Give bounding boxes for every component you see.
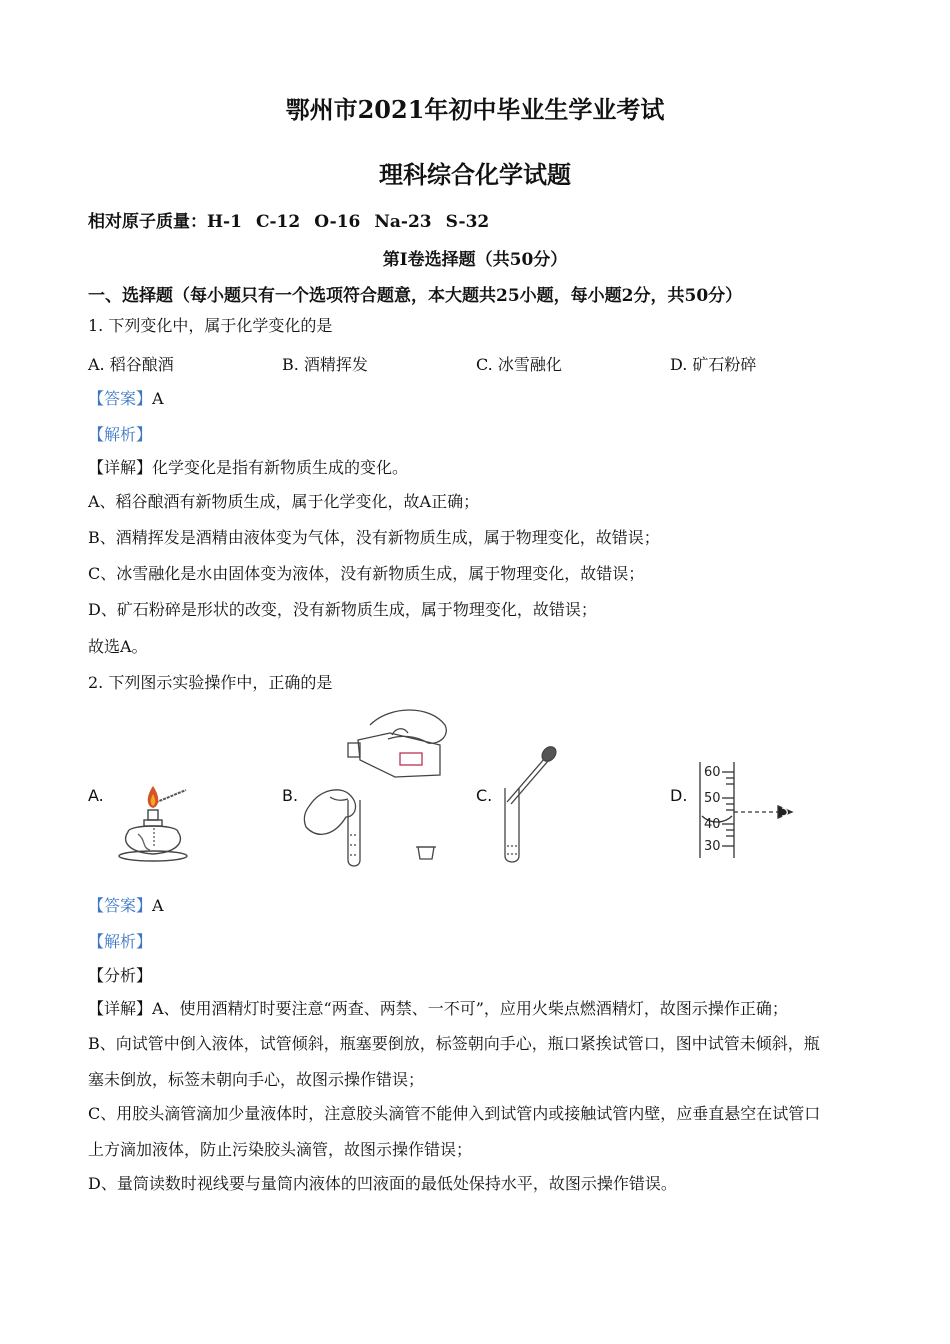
q2-option-a-label: A. <box>88 786 104 805</box>
q2-option-d-label: D. <box>670 786 688 805</box>
q2-line-b2: 塞未倒放，标签未朝向手心，故图示操作错误； <box>88 1070 425 1089</box>
q2-detail: 【详解】A、使用酒精灯时要注意“两查、两禁、一不可”，应用火柴点燃酒精灯，故图示操作正确； <box>88 999 788 1018</box>
q1-option-b: B. 酒精挥发 <box>282 355 368 374</box>
bottle-stopper-icon <box>416 847 436 859</box>
test-tube-icon <box>348 800 360 866</box>
cylinder-tick-40: 40 <box>704 817 721 832</box>
q1-option-c: C. 冰雪融化 <box>476 355 562 374</box>
cylinder-tick-30: 30 <box>704 839 721 854</box>
q1-line-a: A、稻谷酿酒有新物质生成，属于化学变化，故A正确； <box>88 492 480 511</box>
q1-line-b: B、酒精挥发是酒精由液体变为气体，没有新物质生成，属于物理变化，故错误； <box>88 528 660 547</box>
volume-title: 第Ⅰ卷选择题（共50分） <box>382 250 568 270</box>
q2-fenxi: 【分析】 <box>88 966 153 985</box>
q2-option-c-label: C. <box>476 786 493 805</box>
q2-answer-tag: 【答案】 <box>88 896 153 915</box>
reagent-bottle-icon <box>348 733 440 777</box>
q1-line-d: D、矿石粉碎是形状的改变，没有新物质生成，属于物理变化，故错误； <box>88 600 597 619</box>
q2-line-d: D、量筒读数时视线要与量筒内液体的凹液面的最低处保持水平，故图示操作错误。 <box>88 1174 677 1193</box>
q1-line-c: C、冰雪融化是水由固体变为液体，没有新物质生成，属于物理变化，故错误； <box>88 564 645 583</box>
q1-option-a: A. 稻谷酿酒 <box>88 355 174 374</box>
q1-stem: 1. 下列变化中，属于化学变化的是 <box>88 316 333 335</box>
atomic-mass-s: S-32 <box>445 212 490 232</box>
q1-analysis-tag: 【解析】 <box>88 425 153 444</box>
hand-holding-bottle-icon <box>370 710 446 743</box>
cylinder-tick-60: 60 <box>704 765 721 780</box>
alcohol-lamp-figure <box>108 782 193 867</box>
q1-option-d: D. 矿石粉碎 <box>670 355 757 374</box>
atomic-mass-label: 相对原子质量： <box>88 212 207 232</box>
q1-answer-value: A <box>152 389 164 408</box>
q1-conclusion: 故选A。 <box>88 637 148 656</box>
q2-option-b-label: B. <box>282 786 299 805</box>
dropper-icon <box>507 744 559 804</box>
atomic-mass-o: O-16 <box>314 212 361 232</box>
q2-answer <box>88 896 164 916</box>
q2-answer-value: A <box>152 896 164 915</box>
q2-line-b1: B、向试管中倒入液体，试管倾斜，瓶塞要倒放，标签朝向手心，瓶口紧挨试管口，图中试管未倾斜，瓶 <box>88 1034 820 1053</box>
dropper-figure <box>495 742 565 870</box>
test-tube-icon <box>505 788 519 862</box>
q2-line-c1: C、用胶头滴管滴加少量液体时，注意胶头滴管不能伸入到试管内或接触试管内壁，应垂直悬空在试管口 <box>88 1104 821 1123</box>
q1-detail: 【详解】化学变化是指有新物质生成的变化。 <box>88 458 409 477</box>
eye-icon <box>778 806 792 818</box>
atomic-mass-h: H-1 <box>207 212 242 232</box>
pouring-liquid-figure <box>300 705 450 870</box>
exam-subtitle: 理科综合化学试题 <box>379 160 571 189</box>
section-title: 一、选择题（每小题只有一个选项符合题意，本大题共25小题，每小题2分，共50分） <box>88 286 743 306</box>
q2-stem: 2. 下列图示实验操作中，正确的是 <box>88 673 333 692</box>
q2-analysis-tag: 【解析】 <box>88 932 153 951</box>
atomic-mass-na: Na-23 <box>374 212 432 232</box>
lamp-body-icon <box>119 810 187 861</box>
atomic-mass-c: C-12 <box>255 212 301 232</box>
q1-answer-tag: 【答案】 <box>88 389 153 408</box>
cylinder-tick-50: 50 <box>704 791 721 806</box>
exam-title: 鄂州市2021年初中毕业生学业考试 <box>285 95 665 124</box>
cylinder-scale-icon <box>722 772 734 846</box>
flame-icon <box>148 786 159 808</box>
q2-line-c2: 上方滴加液体，防止污染胶头滴管，故图示操作错误； <box>88 1140 473 1159</box>
q1-answer <box>88 389 164 409</box>
atomic-mass-line <box>88 207 489 232</box>
graduated-cylinder-figure <box>692 758 802 860</box>
